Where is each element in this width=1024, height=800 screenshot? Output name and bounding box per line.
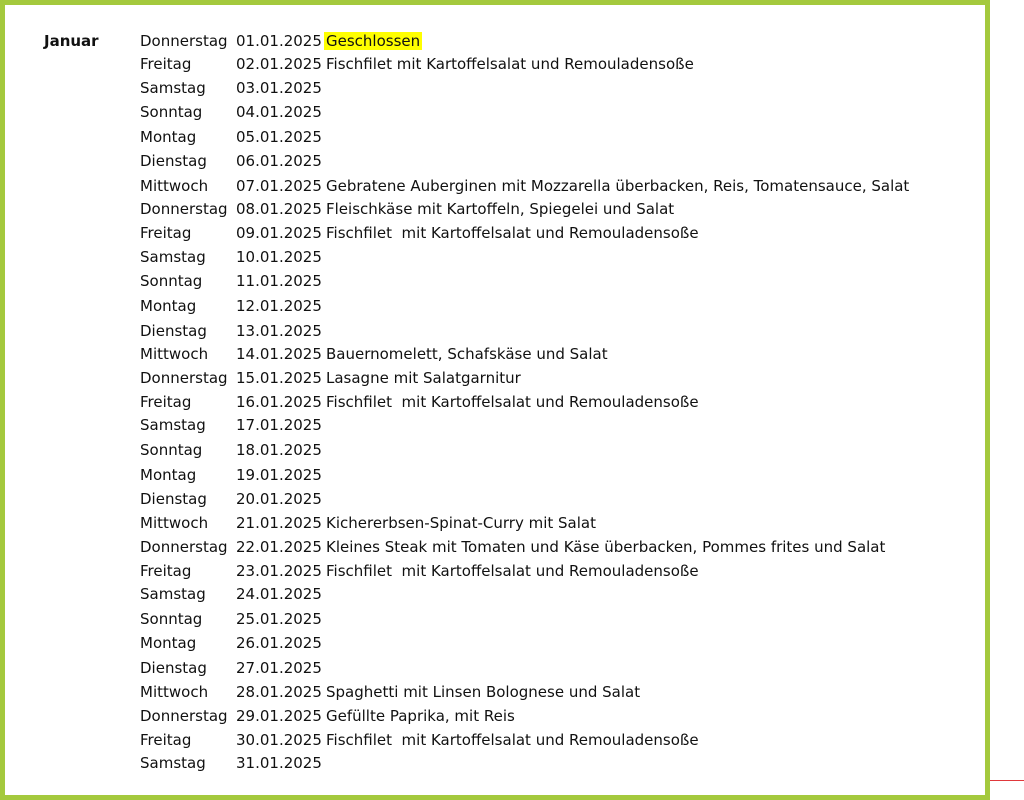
- dish-cell: Fischfilet mit Kartoffelsalat und Remouladensoße: [326, 731, 699, 749]
- date-cell: 16.01.2025: [236, 393, 322, 411]
- menu-row: [140, 753, 980, 773]
- dish-cell: Fischfilet mit Kartoffelsalat und Remouladensoße: [326, 224, 699, 242]
- menu-row: [140, 223, 980, 243]
- date-cell: 06.01.2025: [236, 152, 322, 170]
- dish-cell: Fischfilet mit Kartoffelsalat und Remouladensoße: [326, 393, 699, 411]
- date-cell: 07.01.2025: [236, 177, 322, 195]
- menu-row: [140, 584, 980, 604]
- weekday-cell: Dienstag: [140, 490, 207, 508]
- date-cell: 09.01.2025: [236, 224, 322, 242]
- menu-row: [140, 199, 980, 219]
- date-cell: 13.01.2025: [236, 322, 322, 340]
- date-cell: 29.01.2025: [236, 707, 322, 725]
- date-cell: 27.01.2025: [236, 659, 322, 677]
- date-cell: 04.01.2025: [236, 103, 322, 121]
- date-cell: 21.01.2025: [236, 514, 322, 532]
- menu-row: [140, 344, 980, 364]
- menu-row: [140, 271, 980, 291]
- weekday-cell: Donnerstag: [140, 369, 228, 387]
- menu-row: [140, 609, 980, 629]
- menu-row: [140, 247, 980, 267]
- date-cell: 23.01.2025: [236, 562, 322, 580]
- date-cell: 15.01.2025: [236, 369, 322, 387]
- menu-row: [140, 78, 980, 98]
- menu-row: [140, 176, 980, 196]
- date-cell: 20.01.2025: [236, 490, 322, 508]
- date-cell: 05.01.2025: [236, 128, 322, 146]
- weekday-cell: Mittwoch: [140, 345, 209, 363]
- menu-row: [140, 658, 980, 678]
- date-cell: 10.01.2025: [236, 248, 322, 266]
- weekday-cell: Samstag: [140, 754, 206, 772]
- menu-row: [140, 54, 980, 74]
- date-cell: 03.01.2025: [236, 79, 322, 97]
- menu-row: [140, 706, 980, 726]
- dish-cell: Fischfilet mit Kartoffelsalat und Remouladensoße: [326, 55, 694, 73]
- dish-cell: Gefüllte Paprika, mit Reis: [326, 707, 515, 725]
- date-cell: 22.01.2025: [236, 538, 322, 556]
- weekday-cell: Mittwoch: [140, 683, 209, 701]
- weekday-cell: Samstag: [140, 79, 206, 97]
- dish-cell: Fleischkäse mit Kartoffeln, Spiegelei und Salat: [326, 200, 675, 218]
- weekday-cell: Dienstag: [140, 152, 207, 170]
- weekday-cell: Montag: [140, 128, 197, 146]
- date-cell: 17.01.2025: [236, 416, 322, 434]
- menu-row: [140, 31, 980, 51]
- weekday-cell: Freitag: [140, 731, 192, 749]
- dish-cell: Lasagne mit Salatgarnitur: [326, 369, 521, 387]
- weekday-cell: Donnerstag: [140, 538, 228, 556]
- menu-row: [140, 296, 980, 316]
- menu-row: [140, 489, 980, 509]
- date-cell: 02.01.2025: [236, 55, 322, 73]
- weekday-cell: Donnerstag: [140, 707, 228, 725]
- month-label: Januar: [44, 32, 99, 50]
- date-cell: 12.01.2025: [236, 297, 322, 315]
- weekday-cell: Dienstag: [140, 322, 207, 340]
- date-cell: 26.01.2025: [236, 634, 322, 652]
- red-edge-line: [990, 780, 1024, 781]
- weekday-cell: Sonntag: [140, 272, 203, 290]
- date-cell: 14.01.2025: [236, 345, 322, 363]
- date-cell: 19.01.2025: [236, 466, 322, 484]
- dish-cell: Bauernomelett, Schafskäse und Salat: [326, 345, 608, 363]
- date-cell: 24.01.2025: [236, 585, 322, 603]
- date-cell: 30.01.2025: [236, 731, 322, 749]
- weekday-cell: Montag: [140, 466, 197, 484]
- dish-cell: Kichererbsen-Spinat-Curry mit Salat: [326, 514, 596, 532]
- menu-row: [140, 440, 980, 460]
- menu-row: [140, 633, 980, 653]
- weekday-cell: Samstag: [140, 248, 206, 266]
- weekday-cell: Montag: [140, 297, 197, 315]
- weekday-cell: Sonntag: [140, 441, 203, 459]
- weekday-cell: Samstag: [140, 416, 206, 434]
- highlight-marker: Geschlossen: [326, 32, 421, 50]
- weekday-cell: Samstag: [140, 585, 206, 603]
- menu-row: [140, 513, 980, 533]
- date-cell: 11.01.2025: [236, 272, 322, 290]
- menu-row: [140, 537, 980, 557]
- dish-cell: Spaghetti mit Linsen Bolognese und Salat: [326, 683, 641, 701]
- dish-cell: Kleines Steak mit Tomaten und Käse überbacken, Pommes frites und Salat: [326, 538, 886, 556]
- menu-row: [140, 102, 980, 122]
- weekday-cell: Montag: [140, 634, 197, 652]
- date-cell: 08.01.2025: [236, 200, 322, 218]
- date-cell: 31.01.2025: [236, 754, 322, 772]
- weekday-cell: Freitag: [140, 393, 192, 411]
- weekday-cell: Dienstag: [140, 659, 207, 677]
- date-cell: 01.01.2025: [236, 32, 322, 50]
- weekday-cell: Mittwoch: [140, 177, 209, 195]
- menu-row: [140, 321, 980, 341]
- menu-row: [140, 561, 980, 581]
- menu-row: [140, 730, 980, 750]
- dish-cell: Gebratene Auberginen mit Mozzarella überbacken, Reis, Tomatensauce, Salat: [326, 177, 910, 195]
- menu-row: [140, 415, 980, 435]
- weekday-cell: Sonntag: [140, 610, 203, 628]
- menu-row: [140, 127, 980, 147]
- dish-cell: Fischfilet mit Kartoffelsalat und Remouladensoße: [326, 562, 699, 580]
- date-cell: 28.01.2025: [236, 683, 322, 701]
- date-cell: 18.01.2025: [236, 441, 322, 459]
- weekday-cell: Donnerstag: [140, 32, 228, 50]
- menu-row: [140, 368, 980, 388]
- weekday-cell: Freitag: [140, 224, 192, 242]
- weekday-cell: Donnerstag: [140, 200, 228, 218]
- weekday-cell: Sonntag: [140, 103, 203, 121]
- weekday-cell: Freitag: [140, 55, 192, 73]
- weekday-cell: Freitag: [140, 562, 192, 580]
- menu-row: [140, 465, 980, 485]
- closed-notice: [326, 31, 422, 51]
- menu-row: [140, 682, 980, 702]
- menu-row: [140, 392, 980, 412]
- date-cell: 25.01.2025: [236, 610, 322, 628]
- menu-row: [140, 151, 980, 171]
- weekday-cell: Mittwoch: [140, 514, 209, 532]
